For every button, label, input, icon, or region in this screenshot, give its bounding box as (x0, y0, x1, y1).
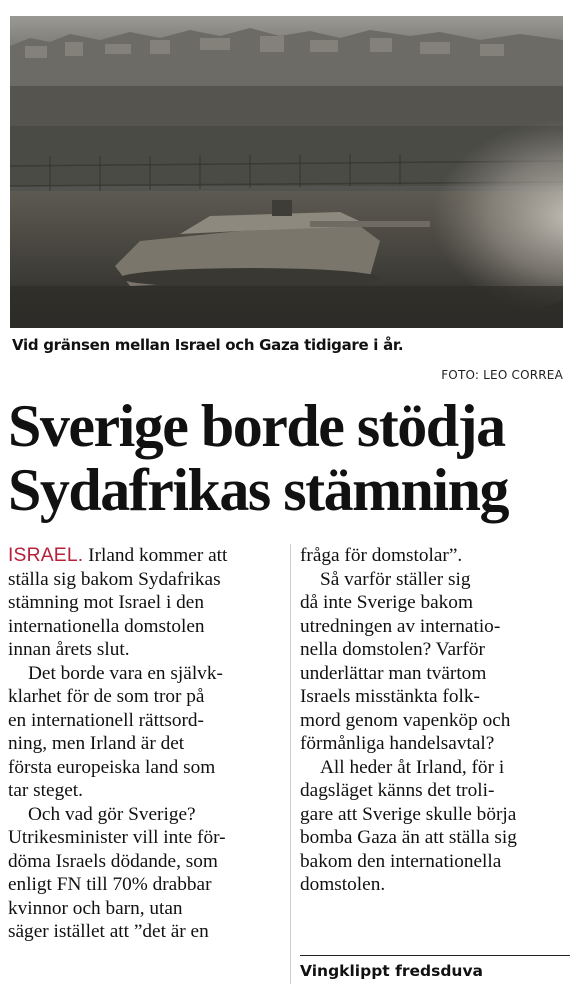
article-line: bakom den internationella (300, 850, 502, 872)
article-line: stämning mot Israel i den (8, 592, 204, 613)
article-kicker: ISRAEL. (8, 545, 84, 566)
article-line: Och vad gör Sverige? (28, 803, 196, 825)
article-line: första europeiska land som (8, 756, 216, 778)
article-line: enligt FN till 70% drabbar (8, 874, 212, 895)
article-line: Så varför ställer sig (320, 568, 471, 590)
next-article-title[interactable]: Vingklippt fredsduva (300, 962, 484, 980)
column-divider (290, 544, 291, 984)
article-line: underlättar man tvärtom (300, 662, 487, 684)
article-line: gare att Sverige skulle börja (300, 803, 517, 825)
article-line: ning, men Irland är det (8, 733, 185, 754)
article-line: utredningen av internatio- (300, 615, 501, 637)
article-line: då inte Sverige bakom (300, 592, 473, 613)
article-line: nella domstolen? Varför (300, 639, 485, 660)
article-line: Det borde vara en självk- (28, 662, 223, 684)
article-line: internationella domstolen (8, 615, 205, 637)
photo-scene (10, 16, 563, 328)
next-article-rule (300, 955, 570, 956)
article-line (8, 544, 280, 568)
headline-line: Sydafrikas stämning (8, 457, 508, 523)
headline-line: Sverige borde stödja (8, 393, 505, 459)
article-line: förmånliga handelsavtal? (300, 733, 495, 754)
article-line: döma Israels dödande, som (8, 850, 218, 872)
article-column-right (300, 544, 570, 897)
article-line: fråga för domstolar”. (300, 545, 463, 566)
article-line: innan årets slut. (8, 639, 130, 660)
article-line: bomba Gaza än att ställa sig (300, 827, 517, 848)
article-line: en internationell rättsord- (8, 709, 204, 731)
article-line: Israels misstänkta folk- (300, 686, 480, 707)
article-line: kvinnor och barn, utan (8, 897, 183, 919)
article-line-text: Irland kommer att (83, 545, 228, 566)
article-line: dagsläget känns det troli- (300, 780, 495, 801)
article-line: säger istället att ”det är en (8, 921, 209, 942)
headline (8, 394, 578, 522)
article-photo (10, 16, 563, 328)
article-line: klarhet för de som tror på (8, 686, 205, 707)
article-line: domstolen. (300, 874, 386, 895)
article-column-left (8, 544, 280, 944)
article-line: Utrikesminister vill inte för- (8, 827, 226, 848)
article-line: All heder åt Irland, för i (320, 756, 505, 778)
article-line: ställa sig bakom Sydafrikas (8, 568, 221, 590)
article-line: tar steget. (8, 780, 83, 801)
photo-credit: FOTO: LEO CORREA (441, 368, 563, 382)
photo-caption: Vid gränsen mellan Israel och Gaza tidigare i år. (12, 336, 404, 354)
article-line: mord genom vapenköp och (300, 709, 511, 731)
